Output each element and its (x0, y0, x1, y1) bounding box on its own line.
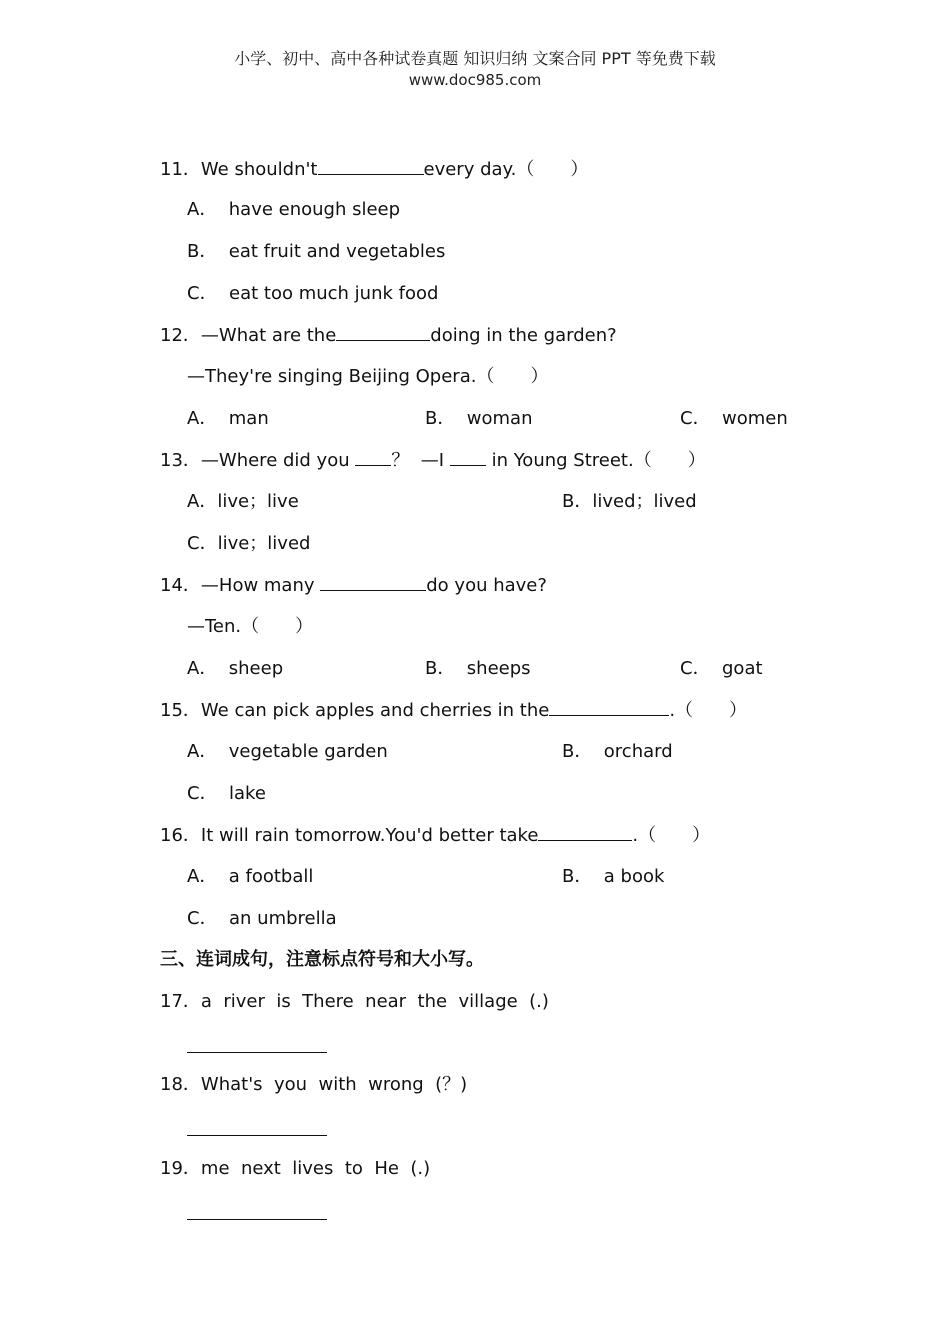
option-a: A． a football (187, 866, 314, 887)
fill-blank (336, 324, 430, 341)
section-heading: 三、连词成句，注意标点符号和大小写。 (160, 949, 484, 970)
option-b: B． a book (562, 866, 665, 887)
option-b: B． woman (425, 408, 533, 429)
option-c: C．live；lived (187, 533, 311, 554)
option-c: C． goat (680, 658, 763, 679)
question-stem: It will rain tomorrow.You'd better take (200, 825, 539, 846)
question-stem-end: every day.（ ） (423, 159, 589, 180)
question-18: 18．What's you with wrong (？) (160, 1074, 468, 1095)
question-stem: —Where did you (200, 450, 356, 471)
question-16 (160, 824, 710, 847)
option-a: A． have enough sleep (187, 199, 401, 220)
question-14 (160, 574, 547, 597)
option-c: C． eat too much junk food (187, 283, 439, 304)
fill-blank (318, 158, 424, 175)
question-stem-end: .（ ） (669, 700, 748, 721)
question-stem: —What are the (200, 325, 337, 346)
option-a: A． vegetable garden (187, 741, 388, 762)
option-a: A． sheep (187, 658, 284, 679)
fill-blank (320, 574, 426, 591)
option-c: C． lake (187, 783, 266, 804)
fill-blank (538, 824, 632, 841)
fill-blank (355, 449, 391, 466)
question-number: 14． (160, 575, 201, 596)
question-stem-mid: ？ —I (391, 450, 450, 471)
question-stem-end: doing in the garden? (430, 325, 617, 346)
option-b: B． sheeps (425, 658, 531, 679)
question-number: 12． (160, 325, 201, 346)
option-b: B．lived；lived (562, 491, 697, 512)
question-stem: We shouldn't (200, 159, 318, 180)
question-19: 19．me next lives to He (.) (160, 1158, 431, 1179)
fill-blank (450, 449, 486, 466)
question-17: 17．a river is There near the village (.) (160, 991, 549, 1012)
fill-blank (549, 699, 669, 716)
option-a: A．live；live (187, 491, 299, 512)
option-b: B． orchard (562, 741, 673, 762)
answer-line (187, 1052, 327, 1053)
question-12-response: —They're singing Beijing Opera.（ ） (187, 366, 549, 387)
question-stem-end: in Young Street.（ ） (485, 450, 706, 471)
option-c: C． women (680, 408, 788, 429)
question-11 (160, 158, 588, 181)
question-number: 13． (160, 450, 201, 471)
option-a: A． man (187, 408, 269, 429)
question-14-response: —Ten.（ ） (187, 616, 314, 637)
question-stem-end: do you have? (426, 575, 547, 596)
question-stem: —How many (200, 575, 321, 596)
option-c: C． an umbrella (187, 908, 337, 929)
question-stem-end: .（ ） (632, 825, 711, 846)
question-15 (160, 699, 747, 722)
question-number: 16． (160, 825, 201, 846)
option-b: B． eat fruit and vegetables (187, 241, 446, 262)
question-13 (160, 449, 706, 472)
answer-line (187, 1135, 327, 1136)
question-number: 11． (160, 159, 201, 180)
answer-line (187, 1219, 327, 1220)
question-12 (160, 324, 617, 347)
question-stem: We can pick apples and cherries in the (200, 700, 550, 721)
header-banner: 小学、初中、高中各种试卷真题 知识归纳 文案合同 PPT 等免费下载 (234, 49, 716, 68)
question-number: 15． (160, 700, 201, 721)
header-url: www.doc985.com (408, 71, 542, 89)
